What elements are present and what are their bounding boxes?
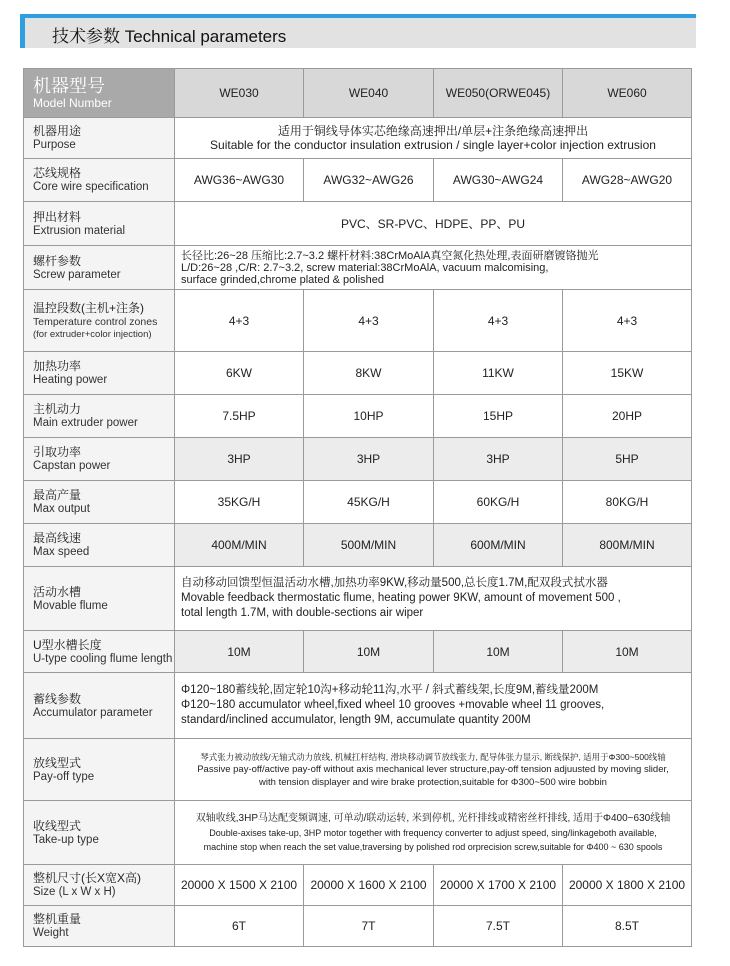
cell-size-3: 20000 X 1700 X 2100 bbox=[434, 865, 563, 906]
section-title-bar bbox=[20, 18, 696, 48]
row-heating bbox=[24, 352, 692, 395]
cell-max-speed-3: 600M/MIN bbox=[434, 524, 563, 567]
row-flume bbox=[24, 567, 692, 631]
cell-weight-4: 8.5T bbox=[563, 906, 692, 947]
cell-size-4: 20000 X 1800 X 2100 bbox=[563, 865, 692, 906]
cell-max-speed-1: 400M/MIN bbox=[175, 524, 304, 567]
cell-core-wire-1: AWG36~AWG30 bbox=[175, 159, 304, 202]
row-purpose bbox=[24, 118, 692, 159]
cell-temp-zones-3: 4+3 bbox=[434, 290, 563, 352]
cell-takeup: 双轴收线,3HP马达配变频调速, 可单动/联动运转, 米到停机, 光杆排线或精密丝杆排线, 适用于Φ400~630线轴 Double-axises take-up, 3HP motor together with frequency converter to adjust speed, sing/linkageboth available, machine stop when reach the set value,traversing by polished rod orprecision screw,suitable for Φ400 ~ 630 spools bbox=[175, 801, 692, 865]
row-takeup bbox=[24, 801, 692, 865]
cell-max-speed-4: 800M/MIN bbox=[563, 524, 692, 567]
cell-size-2: 20000 X 1600 X 2100 bbox=[304, 865, 434, 906]
cell-main-power-4: 20HP bbox=[563, 395, 692, 438]
technical-parameters-table bbox=[23, 68, 692, 947]
label-screw: 螺杆参数 Screw parameter bbox=[24, 246, 175, 290]
row-weight bbox=[24, 906, 692, 947]
label-main-power: 主机动力 Main extruder power bbox=[24, 395, 175, 438]
cell-heating-4: 15KW bbox=[563, 352, 692, 395]
cell-extrusion-material: PVC、SR-PVC、HDPE、PP、PU bbox=[175, 202, 692, 246]
label-max-output: 最高产量 Max output bbox=[24, 481, 175, 524]
label-payoff: 放线型式 Pay-off type bbox=[24, 739, 175, 801]
row-model bbox=[24, 69, 692, 118]
label-max-speed: 最高线速 Max speed bbox=[24, 524, 175, 567]
cell-weight-2: 7T bbox=[304, 906, 434, 947]
cell-flume: 自动移动回馈型恒温活动水槽,加热功率9KW,移动量500,总长度1.7M,配双段式拭水器 Movable feedback thermostatic flume, heating power 9KW, amount of movement 500 , total length 1.7M, with double-sections air wiper bbox=[175, 567, 692, 631]
cell-payoff: 琴式张力被动放线/无轴式动力放线, 机械扛杆结构, 滑块移动调节放线张力, 配导体张力显示, 断线保护, 适用于Φ300~500线轴 Passive pay-off/active pay-off without axis mechanical lever structure,pay-off tension adjuusted by moving slider, with tension displayer and wire brake protection,suitable for Φ300~500 wire bobbin bbox=[175, 739, 692, 801]
cell-purpose: 适用于铜线导体实芯绝缘高速押出/单层+注条绝缘高速押出 Suitable for the conductor insulation extrusion / single layer+color injection extrusion bbox=[175, 118, 692, 159]
row-core-wire bbox=[24, 159, 692, 202]
label-temp-zones: 温控段数(主机+注条) Temperature control zones (for extruder+color injection) bbox=[24, 290, 175, 352]
cell-heating-1: 6KW bbox=[175, 352, 304, 395]
label-flume: 活动水槽 Movable flume bbox=[24, 567, 175, 631]
label-extrusion-material: 押出材料 Extrusion material bbox=[24, 202, 175, 246]
cell-accumulator: Φ120~180蓄线轮,固定轮10沟+移动轮11沟,水平 / 斜式蓄线架,长度9M,蓄线量200M Φ120~180 accumulator wheel,fixed wheel 10 grooves +movable wheel 11 grooves, standard/inclined accumulator, length 9M, accumulate quantity 200M bbox=[175, 673, 692, 739]
row-payoff bbox=[24, 739, 692, 801]
cell-main-power-2: 10HP bbox=[304, 395, 434, 438]
cell-u-flume-1: 10M bbox=[175, 631, 304, 673]
cell-core-wire-3: AWG30~AWG24 bbox=[434, 159, 563, 202]
label-capstan: 引取功率 Capstan power bbox=[24, 438, 175, 481]
label-weight: 整机重量 Weight bbox=[24, 906, 175, 947]
label-model: 机器型号 Model Number bbox=[24, 69, 175, 118]
cell-temp-zones-4: 4+3 bbox=[563, 290, 692, 352]
cell-heating-3: 11KW bbox=[434, 352, 563, 395]
label-size: 整机尺寸(长X宽X高) Size (L x W x H) bbox=[24, 865, 175, 906]
cell-capstan-1: 3HP bbox=[175, 438, 304, 481]
label-heating: 加热功率 Heating power bbox=[24, 352, 175, 395]
cell-model-3: WE050(ORWE045) bbox=[434, 69, 563, 118]
cell-max-output-4: 80KG/H bbox=[563, 481, 692, 524]
cell-max-output-3: 60KG/H bbox=[434, 481, 563, 524]
cell-max-speed-2: 500M/MIN bbox=[304, 524, 434, 567]
cell-main-power-3: 15HP bbox=[434, 395, 563, 438]
label-accumulator: 蓄线参数 Accumulator parameter bbox=[24, 673, 175, 739]
cell-u-flume-2: 10M bbox=[304, 631, 434, 673]
cell-u-flume-4: 10M bbox=[563, 631, 692, 673]
cell-weight-1: 6T bbox=[175, 906, 304, 947]
cell-temp-zones-2: 4+3 bbox=[304, 290, 434, 352]
row-capstan bbox=[24, 438, 692, 481]
cell-weight-3: 7.5T bbox=[434, 906, 563, 947]
row-temp-zones bbox=[24, 290, 692, 352]
cell-core-wire-4: AWG28~AWG20 bbox=[563, 159, 692, 202]
cell-capstan-4: 5HP bbox=[563, 438, 692, 481]
cell-capstan-3: 3HP bbox=[434, 438, 563, 481]
label-u-flume: U型水槽长度 U-type cooling flume length bbox=[24, 631, 175, 673]
cell-model-2: WE040 bbox=[304, 69, 434, 118]
section-title: 技术参数 Technical parameters bbox=[52, 27, 287, 46]
row-accumulator bbox=[24, 673, 692, 739]
label-takeup: 收线型式 Take-up type bbox=[24, 801, 175, 865]
cell-core-wire-2: AWG32~AWG26 bbox=[304, 159, 434, 202]
row-u-flume bbox=[24, 631, 692, 673]
cell-max-output-1: 35KG/H bbox=[175, 481, 304, 524]
row-max-speed bbox=[24, 524, 692, 567]
label-purpose: 机器用途 Purpose bbox=[24, 118, 175, 159]
cell-size-1: 20000 X 1500 X 2100 bbox=[175, 865, 304, 906]
row-size bbox=[24, 865, 692, 906]
cell-screw: 长径比:26~28 压缩比:2.7~3.2 螺杆材料:38CrMoAlA真空氮化热处理,表面研磨镀铬抛光 L/D:26~28 ,C/R: 2.7~3.2, screw material:38CrMoAlA, vacuum malcomising, surface grinded,chrome plated & polished bbox=[175, 246, 692, 290]
row-extrusion-material bbox=[24, 202, 692, 246]
row-max-output bbox=[24, 481, 692, 524]
cell-model-1: WE030 bbox=[175, 69, 304, 118]
row-screw bbox=[24, 246, 692, 290]
cell-capstan-2: 3HP bbox=[304, 438, 434, 481]
label-core-wire: 芯线规格 Core wire specification bbox=[24, 159, 175, 202]
cell-main-power-1: 7.5HP bbox=[175, 395, 304, 438]
title-accent-bar bbox=[20, 18, 25, 48]
cell-u-flume-3: 10M bbox=[434, 631, 563, 673]
cell-heating-2: 8KW bbox=[304, 352, 434, 395]
cell-temp-zones-1: 4+3 bbox=[175, 290, 304, 352]
cell-max-output-2: 45KG/H bbox=[304, 481, 434, 524]
cell-model-4: WE060 bbox=[563, 69, 692, 118]
row-main-power bbox=[24, 395, 692, 438]
